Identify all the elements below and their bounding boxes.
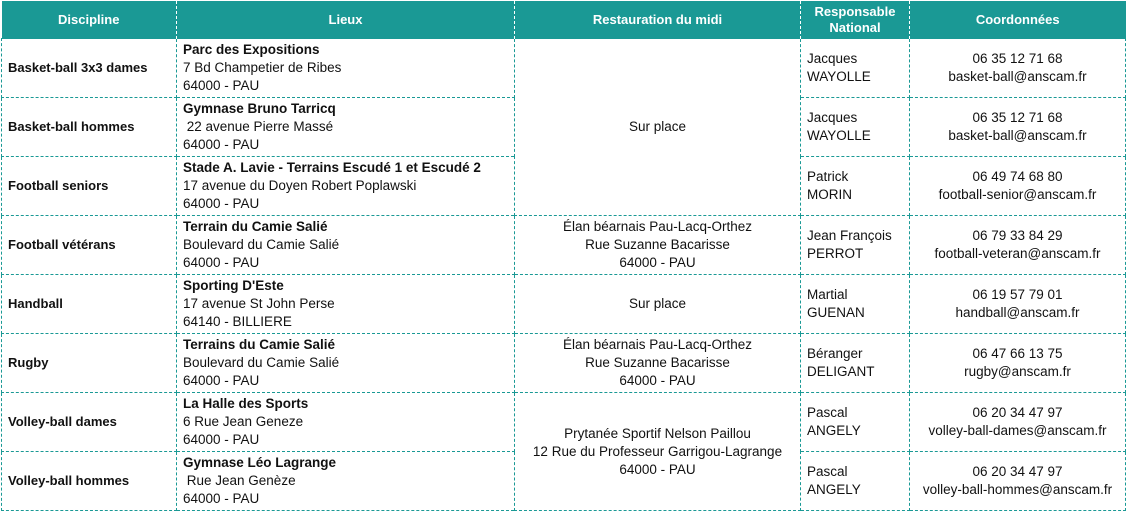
header-discipline: Discipline [2, 1, 177, 39]
responsable-lastname: MORIN [807, 187, 852, 202]
responsable-lastname: WAYOLLE [807, 128, 871, 143]
responsable-lastname: WAYOLLE [807, 69, 871, 84]
restauration-line: 64000 - PAU [619, 461, 696, 477]
header-restauration: Restauration du midi [515, 1, 801, 39]
discipline-cell: Volley-ball dames [2, 393, 177, 452]
lieu-address: Boulevard du Camie Salié [183, 237, 340, 252]
responsable-firstname: Martial [807, 287, 848, 302]
lieu-city: 64000 - PAU [183, 78, 260, 93]
responsable-lastname: DELIGANT [807, 364, 875, 379]
lieu-address: 17 avenue du Doyen Robert Poplawski [183, 178, 417, 193]
responsable-lastname: PERROT [807, 246, 864, 261]
coordonnees-cell [910, 452, 1126, 511]
lieu-cell [177, 216, 515, 275]
discipline-cell: Basket-ball hommes [2, 98, 177, 157]
header-coordonnees: Coordonnées [910, 1, 1126, 39]
restauration-cell [515, 216, 801, 275]
restauration-cell [515, 275, 801, 334]
lieu-name: Gymnase Léo Lagrange [183, 455, 337, 470]
phone-number: 06 20 34 47 97 [972, 405, 1063, 420]
responsable-firstname: Jacques [807, 110, 858, 125]
lieu-name: La Halle des Sports [183, 396, 309, 411]
header-responsable-line1: Responsable [814, 3, 896, 19]
table-row [2, 275, 1126, 334]
restauration-line: Élan béarnais Pau-Lacq-Orthez [562, 219, 753, 234]
responsable-lastname: ANGELY [807, 423, 861, 438]
email-address: football-senior@anscam.fr [938, 187, 1097, 202]
phone-number: 06 19 57 79 01 [972, 287, 1063, 302]
lieu-cell [177, 452, 515, 511]
restauration-line: 64000 - PAU [619, 373, 696, 388]
responsable-lastname: GUENAN [807, 305, 865, 320]
email-address: football-veteran@anscam.fr [934, 246, 1101, 261]
phone-number: 06 79 33 84 29 [972, 228, 1063, 243]
lieu-address: Boulevard du Camie Salié [183, 355, 340, 370]
email-address: volley-ball-dames@anscam.fr [928, 423, 1107, 438]
responsable-cell [801, 393, 910, 452]
responsable-firstname: Jacques [807, 51, 858, 66]
discipline-cell: Rugby [2, 334, 177, 393]
restauration-line: 64000 - PAU [619, 255, 696, 270]
header-responsable-line2: National [829, 19, 881, 35]
responsable-firstname: Pascal [807, 464, 848, 479]
lieu-address: 6 Rue Jean Geneze [183, 414, 304, 429]
phone-number: 06 49 74 68 80 [972, 169, 1063, 184]
responsable-firstname: Pascal [807, 405, 848, 420]
restauration-line: Prytanée Sportif Nelson Paillou [564, 425, 751, 441]
coordonnees-cell [910, 275, 1126, 334]
header-lieux: Lieux [177, 1, 515, 39]
lieu-address: 7 Bd Champetier de Ribes [183, 60, 342, 75]
restauration-cell [515, 334, 801, 393]
lieu-city: 64000 - PAU [183, 255, 260, 270]
table-row [2, 39, 1126, 98]
coordonnees-cell [910, 98, 1126, 157]
discipline-cell: Volley-ball hommes [2, 452, 177, 511]
header-row [2, 1, 1126, 39]
lieu-address: 17 avenue St John Perse [183, 296, 335, 311]
discipline-cell: Football seniors [2, 157, 177, 216]
responsable-firstname: Jean François [807, 228, 892, 243]
email-address: basket-ball@anscam.fr [948, 69, 1087, 84]
lieu-address: Rue Jean Genèze [183, 473, 296, 488]
lieu-city: 64000 - PAU [183, 137, 260, 152]
lieu-cell [177, 98, 515, 157]
restauration-line: Sur place [628, 119, 687, 134]
coordonnees-cell [910, 334, 1126, 393]
restauration-cell [515, 393, 801, 511]
responsable-cell [801, 98, 910, 157]
coordonnees-cell [910, 157, 1126, 216]
responsable-lastname: ANGELY [807, 482, 861, 497]
lieu-cell [177, 334, 515, 393]
responsable-firstname: Béranger [807, 346, 863, 361]
lieu-city: 64140 - BILLIERE [183, 314, 292, 329]
lieu-name: Sporting D'Este [183, 278, 284, 293]
restauration-line: Élan béarnais Pau-Lacq-Orthez [562, 337, 753, 352]
restauration-cell [515, 39, 801, 216]
responsable-cell [801, 157, 910, 216]
coordonnees-cell [910, 216, 1126, 275]
responsable-firstname: Patrick [807, 169, 849, 184]
lieu-cell [177, 275, 515, 334]
phone-number: 06 35 12 71 68 [972, 110, 1063, 125]
responsable-cell [801, 275, 910, 334]
lieu-cell [177, 39, 515, 98]
restauration-line: 12 Rue du Professeur Garrigou-Lagrange [532, 443, 783, 459]
phone-number: 06 47 66 13 75 [972, 346, 1063, 361]
lieu-name: Gymnase Bruno Tarricq [183, 101, 336, 116]
discipline-cell: Handball [2, 275, 177, 334]
responsable-cell [801, 334, 910, 393]
email-address: rugby@anscam.fr [964, 364, 1071, 379]
header-responsable [801, 1, 910, 39]
restauration-line: Rue Suzanne Bacarisse [585, 237, 730, 252]
phone-number: 06 35 12 71 68 [972, 51, 1063, 66]
lieu-address: 22 avenue Pierre Massé [183, 119, 334, 134]
lieu-city: 64000 - PAU [183, 373, 260, 388]
lieu-name: Parc des Expositions [183, 42, 320, 57]
coordonnees-cell [910, 39, 1126, 98]
lieu-name: Stade A. Lavie - Terrains Escudé 1 et Escudé 2 [183, 160, 481, 175]
responsable-cell [801, 39, 910, 98]
email-address: handball@anscam.fr [955, 305, 1080, 320]
lieu-cell [177, 393, 515, 452]
coordonnees-cell [910, 393, 1126, 452]
email-address: basket-ball@anscam.fr [948, 128, 1087, 143]
lieu-name: Terrain du Camie Salié [183, 219, 328, 234]
table-row [2, 393, 1126, 452]
restauration-line: Sur place [628, 296, 687, 311]
lieu-name: Terrains du Camie Salié [183, 337, 336, 352]
email-address: volley-ball-hommes@anscam.fr [922, 482, 1113, 497]
table-row [2, 216, 1126, 275]
discipline-cell: Basket-ball 3x3 dames [2, 39, 177, 98]
lieu-city: 64000 - PAU [183, 432, 260, 447]
table-row [2, 334, 1126, 393]
responsable-cell [801, 216, 910, 275]
schedule-table [1, 1, 1126, 511]
lieu-city: 64000 - PAU [183, 491, 260, 506]
discipline-cell: Football vétérans [2, 216, 177, 275]
phone-number: 06 20 34 47 97 [972, 464, 1063, 479]
responsable-cell [801, 452, 910, 511]
restauration-line: Rue Suzanne Bacarisse [585, 355, 730, 370]
lieu-cell [177, 157, 515, 216]
lieu-city: 64000 - PAU [183, 196, 260, 211]
